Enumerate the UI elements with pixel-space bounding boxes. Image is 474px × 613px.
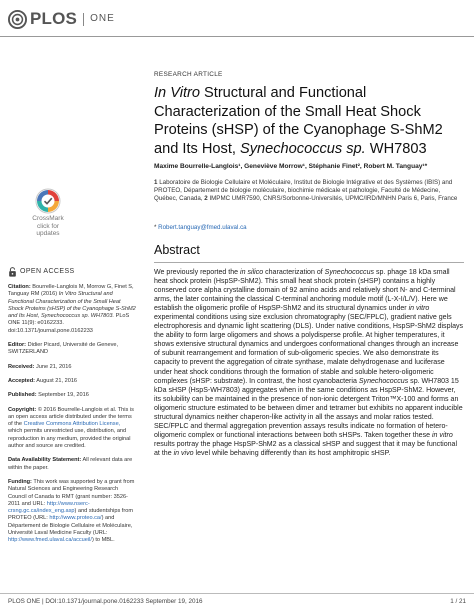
funding-text-3: ) and Département de Biologie Cellulaire et Moléculaire, Université Laval Medicine Faculty (URL: (8, 515, 133, 537)
plos-one-logo[interactable] (8, 9, 115, 29)
published-label: Published: (8, 392, 37, 399)
article-type: RESEARCH ARTICLE (154, 71, 223, 78)
funding-label: Funding: (8, 478, 32, 485)
title-italic-2: Synechococcus sp. (239, 140, 366, 157)
abstract-divider (154, 262, 464, 263)
abstract-italic-2: Synechococcus (324, 269, 375, 276)
published-date: September 19, 2016 (38, 392, 89, 399)
copyright-label: Copyright: (8, 406, 37, 413)
nserc-link[interactable]: http://www.nserc-crsng.gc.ca/index_eng.asp (8, 500, 90, 515)
affiliation-1: Laboratoire de Biologie Cellulaire et Moléculaire, Institut de Biologie Intégrative et des Systèmes (IBIS) and PROTEO, Département de biologie moléculaire, biochimie médicale et pathologie, Faculté de Médecine, Québec, Canada, (154, 179, 453, 203)
logo-divider (83, 13, 84, 26)
crossmark-icon (35, 188, 61, 214)
title-italic-1: In Vitro (154, 85, 200, 101)
logo-text: PLOS (30, 9, 78, 28)
fmed-link[interactable]: http://www.fmed.ulaval.ca/accueil/ (8, 537, 92, 544)
abstract-italic-6: in vivo (173, 449, 194, 457)
accepted-label: Accepted: (8, 377, 36, 384)
abstract-part-3: sp. phage 18 kDa small heat shock protein (HspSP-ShM2). This small heat shock protein (sHSP) contains a highly conserved core alpha crystalline domain of 92 amino acids and relatively short N- and C-terminal arms, the later containing the classical C-terminal anchoring module motif (L-X-I/L/V). Here we establish the oligomeric profile of HspSP-ShM2 and its structural dynamics under (154, 269, 456, 313)
editor-label: Editor: (8, 342, 27, 349)
header-divider (0, 36, 474, 37)
funding-block (8, 479, 136, 545)
proteo-link[interactable]: http://www.proteo.ca/ (49, 515, 102, 522)
abstract-part-7: level while behaving differently than its host amphitropic sHSP. (193, 449, 391, 457)
abstract-italic-1: in silico (240, 269, 264, 276)
cc-license-link[interactable]: Creative Commons Attribution License, (23, 421, 121, 428)
received-label: Received: (8, 363, 35, 370)
title-text-2: WH7803 (365, 140, 427, 157)
copyright-block (8, 407, 136, 451)
article-info-sidebar (8, 267, 136, 552)
open-lock-icon (8, 267, 17, 277)
received-date: June 21, 2016 (36, 363, 72, 370)
affiliation-2-number: 2 (204, 195, 208, 203)
corresponding-email (154, 224, 464, 231)
abstract-heading: Abstract (154, 243, 200, 257)
affiliation-2: IMPMC UMR7590, CNRS/Sorbonne-Universités, UPMC/IRD/MNHN Paris 6, Paris, France (209, 195, 458, 203)
abstract-italic-5: in vitro (431, 431, 453, 439)
article-title (154, 84, 464, 158)
data-availability-label: Data Availability Statement: (8, 457, 82, 464)
copyright-text-1: © 2016 Bourrelle-Langlois et al. This is an open access article distributed under the terms of the (8, 406, 134, 428)
data-availability-block (8, 457, 136, 472)
data-availability-text: All relevant data are within the paper. (8, 457, 133, 471)
plos-logo-icon (8, 10, 27, 29)
abstract-part-6: results portray the phage HspSP-ShM2 as a classical sHSP and suggest that it may be functional at the (154, 440, 458, 457)
email-link[interactable]: Robert.tanguay@fmed.ulaval.ca (158, 224, 247, 231)
footer-divider (0, 593, 474, 594)
editor-text: Didier Picard, Université de Geneve, SWITZERLAND (8, 342, 119, 356)
published-block (8, 392, 136, 399)
page-number: 1 / 21 (450, 598, 466, 605)
funding-text-2: ) and studentships from PROTEO (URL: (8, 508, 133, 522)
abstract-part-1: We previously reported the (154, 269, 241, 276)
crossmark-label: CrossMark (32, 215, 64, 222)
open-access-badge (8, 267, 136, 277)
citation-text-1: Bourrelle-Langlois M, Morrow G, Finet S, Tanguay RM (2016) (8, 284, 134, 298)
abstract-italic-4: Synechococcus (358, 377, 409, 385)
citation-block (8, 284, 136, 335)
crossmark-subtitle: click for updates (36, 223, 60, 237)
logo-journal-name: ONE (90, 13, 115, 24)
open-access-label: OPEN ACCESS (20, 268, 75, 276)
citation-title: In Vitro Structural and Functional Characterization of the Small Heat Shock Proteins (sHSP) of the Cyanophage S-ShM2 and Its Host, Synechococcus sp. WH7803. (8, 291, 136, 320)
abstract-italic-3: in vitro (408, 305, 430, 313)
copyright-text-2: which permits unrestricted use, distribution, and reproduction in any medium, provided the original author and source are credited. (8, 428, 131, 450)
author-list: Maxime Bourrelle-Langlois¹, Geneviève Morrow¹, Stéphanie Finet², Robert M. Tanguay¹* (154, 163, 428, 170)
crossmark-badge[interactable] (28, 188, 68, 237)
funding-text-4: ) to MBL. (91, 537, 115, 544)
accepted-block (8, 378, 136, 385)
funding-text-1: This work was supported by a grant from Natural Sciences and Engineering Research Council of Canada to RMT (grant number: 3526-2011 and URL: (8, 478, 135, 507)
title-text-1: Structural and Functional Characterization of the Small Heat Shock Proteins (sHSP) of the Cyanophage S-ShM2 and Its Host, (154, 85, 443, 157)
citation-text-2: PLoS ONE 11(9): e0162233. doi:10.1371/journal.pone.0162233 (8, 313, 130, 334)
abstract-part-2: characterization of (263, 269, 325, 276)
affiliations (154, 179, 464, 204)
accepted-date: August 21, 2016 (36, 377, 78, 384)
editor-block (8, 342, 136, 357)
abstract-body (154, 268, 464, 458)
email-asterisk: * (154, 224, 159, 231)
citation-label: Citation: (8, 284, 31, 290)
abstract-part-4: experimental conditions using size exclusion chromatography (SEC/FPLC), gradient native gels electrophoresis and dynamic light scattering (DLS). Under native conditions, HspSP-ShM2 displays the ability to form large oligomers and shows a polydisperse profile. At higher temperatures, it shows extensive structural dynamics and undergoes conformational changes through an increase of subunit rearrangement and formation of sub-oligomeric species. We also demonstrate its capacity to prevent the aggregation of citrate synthase, malate dehydrogenase and luciferase under heat shock conditions through the formation of stable and soluble hetero-oligomeric complexes (sHSP: substrate). In contrast, the host cyanobacteria (154, 314, 464, 385)
affiliation-1-number: 1 (154, 179, 158, 186)
received-block (8, 364, 136, 371)
abstract-part-5: sp. WH7803 15 kDa sHSP (HspS-WH7803) aggregates when in the same conditions as HspSP-ShM2. However, its solubility can be maintained in the presence of non-ionic detergent Triton™X-100 and forms an oligomeric structure estimated to be between dimer and tetramer but exhibits no apparent inducible structural dynamics neither chaperon-like activity in all the assays and molar ratios tested. SEC/FPLC and thermal aggregation prevention assays results indicate no formation of hetero-oligomeric complex or functional interactions between both sHSPs. Taken together these (154, 377, 463, 439)
footer-citation: PLOS ONE | DOI:10.1371/journal.pone.0162233 September 19, 2016 (8, 598, 203, 605)
